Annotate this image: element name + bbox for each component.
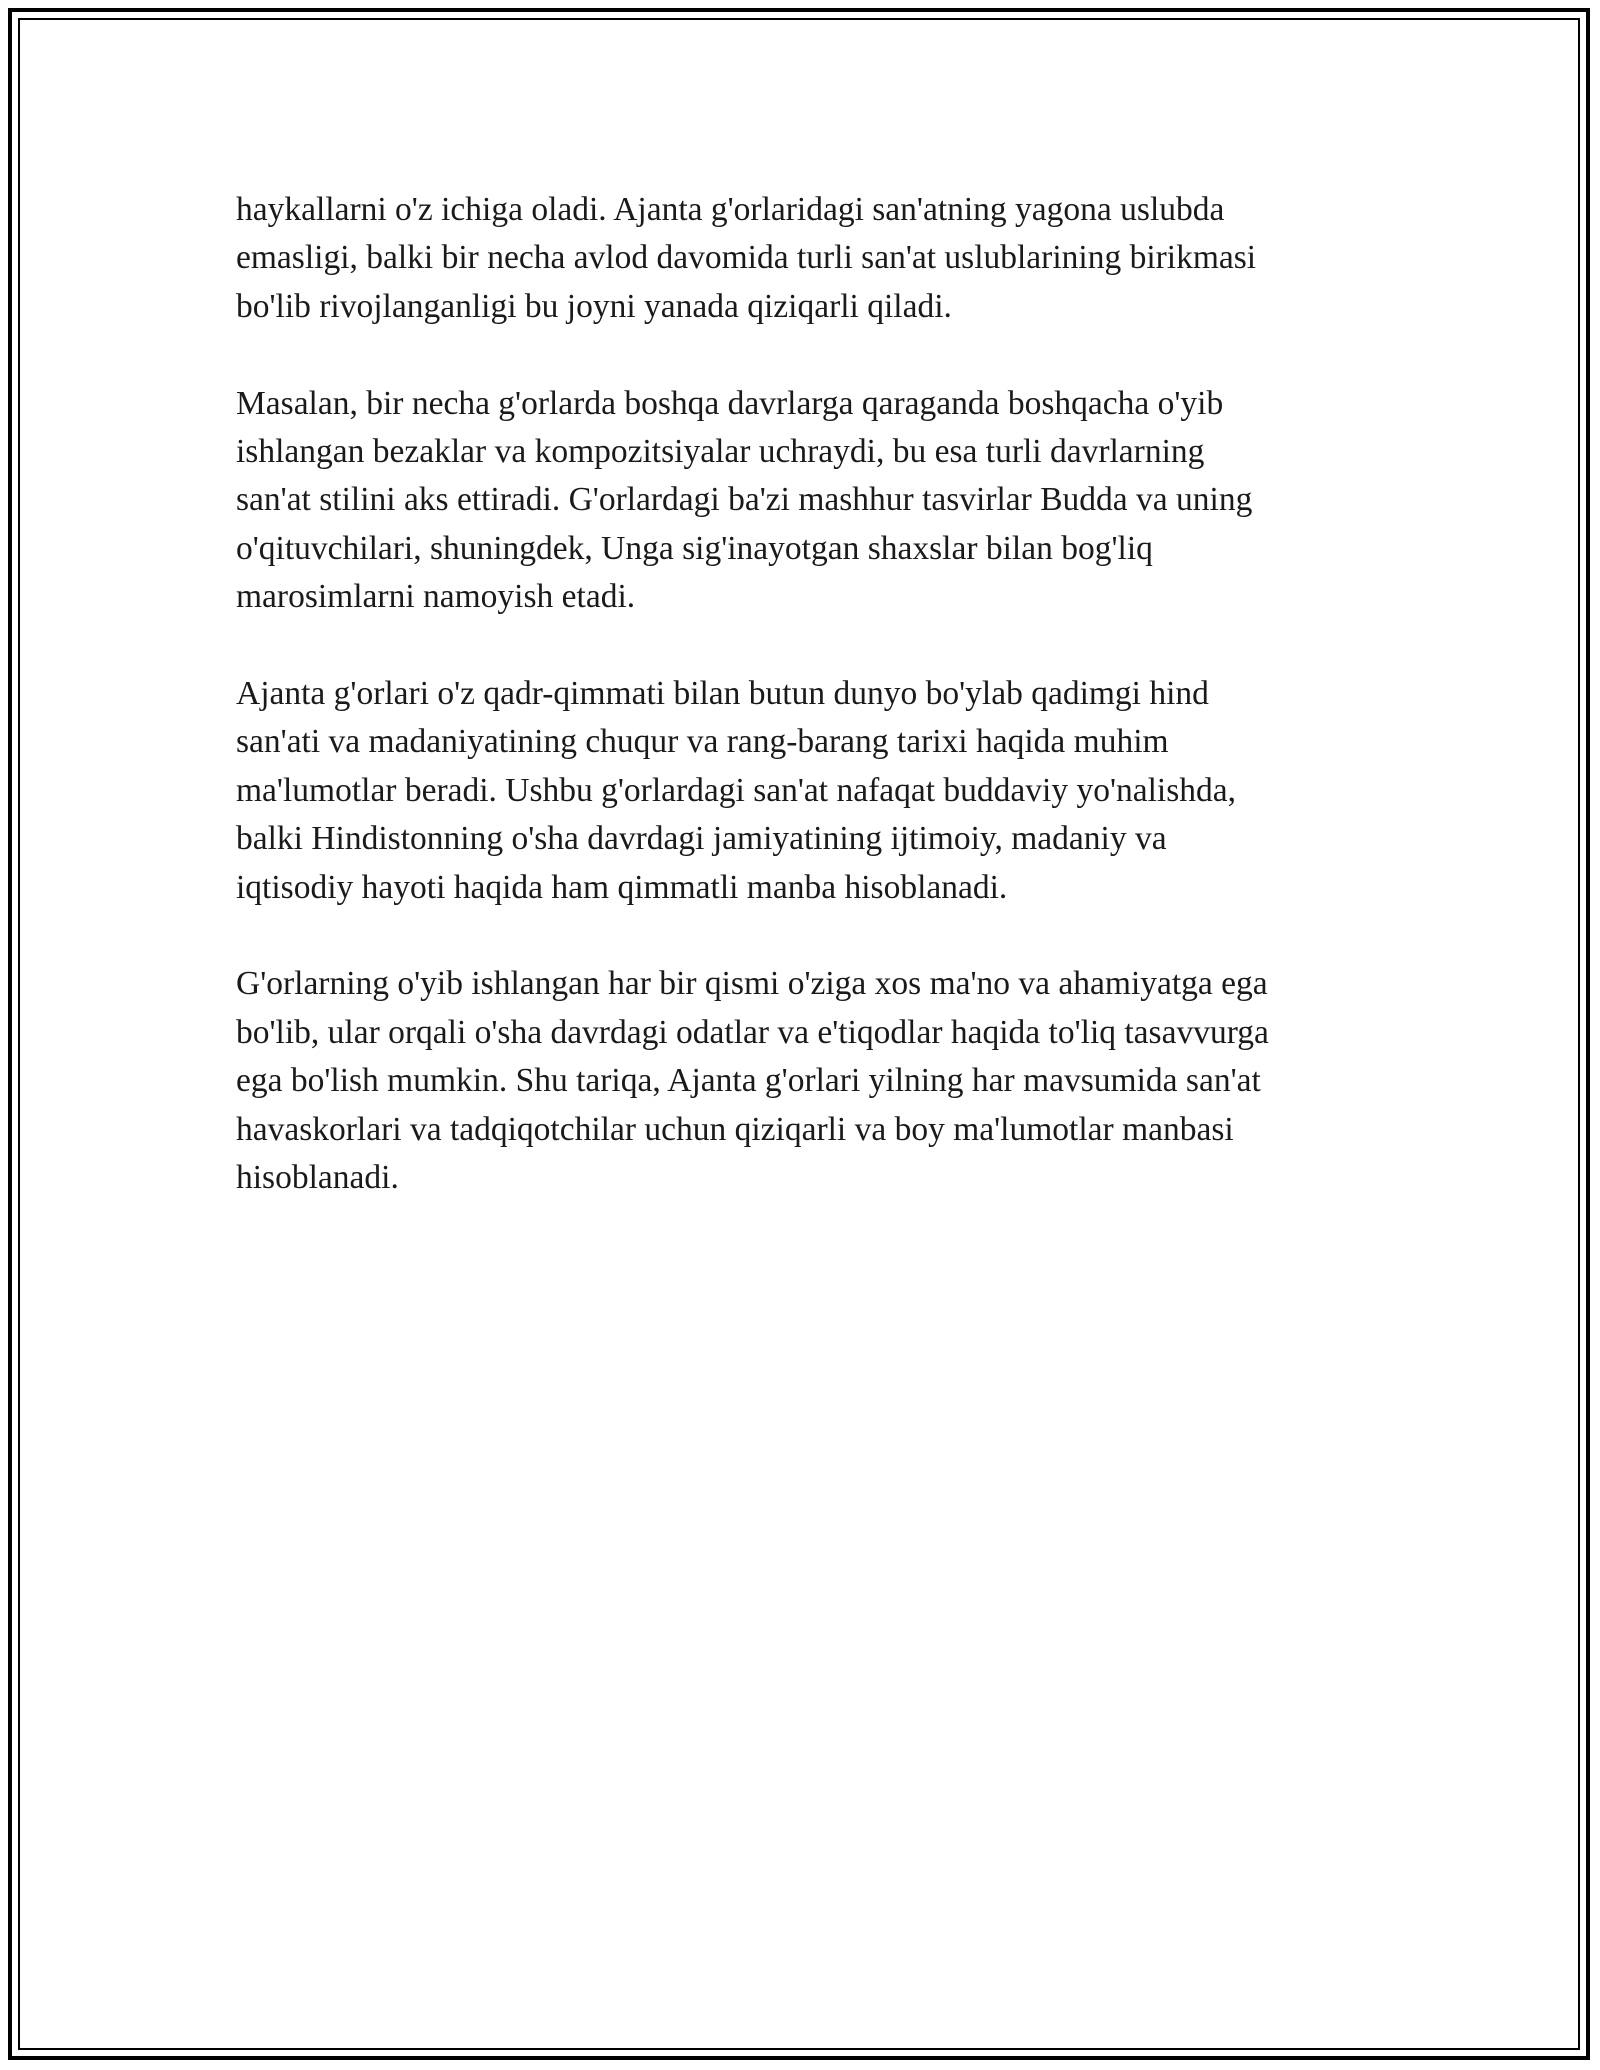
paragraph: Masalan, bir necha g'orlarda boshqa davrlarga qaraganda boshqacha o'yib ishlangan bezaklar va kompozitsiyalar uchraydi, bu esa turli davrlarning san'at stilini aks ettiradi. G'orlardagi ba'zi mashhur tasvirlar Budda va uning o'qituvchilari, shuningdek, Unga sig'inayotgan shaxslar bilan bog'liq marosimlarni namoyish etadi.	[236, 384, 1253, 616]
paragraph: G'orlarning o'yib ishlangan har bir qismi o'ziga xos ma'no va ahamiyatga ega bo'lib, ular orqali o'sha davrdagi odatlar va e'tiqodlar haqida to'liq tasavvurga ega bo'lish mumkin. Shu tariqa, Ajanta g'orlari yilning har mavsumida san'at havaskorlari va tadqiqotchilar uchun qiziqarli va boy ma'lumotlar manbasi hisoblanadi.	[236, 965, 1269, 1197]
paragraph: haykallarni o'z ichiga oladi. Ajanta g'orlaridagi san'atning yagona uslubda emasligi, balki bir necha avlod davomida turli san'at uslublarining birikmasi bo'lib rivojlanganligi bu joyni yanada qiziqarli qiladi.	[236, 191, 1257, 325]
paragraph: Ajanta g'orlari o'z qadr-qimmati bilan butun dunyo bo'ylab qadimgi hind san'ati va madaniyatining chuqur va rang-barang tarixi haqida muhim ma'lumotlar beradi. Ushbu g'orlardagi san'at nafaqat buddaviy yo'nalishda, balki Hindistonning o'sha davrdagi jamiyatining ijtimoiy, madaniy va iqtisodiy hayoti haqida ham qimmatli manba hisoblanadi.	[236, 675, 1237, 906]
document-body	[236, 186, 1396, 1251]
